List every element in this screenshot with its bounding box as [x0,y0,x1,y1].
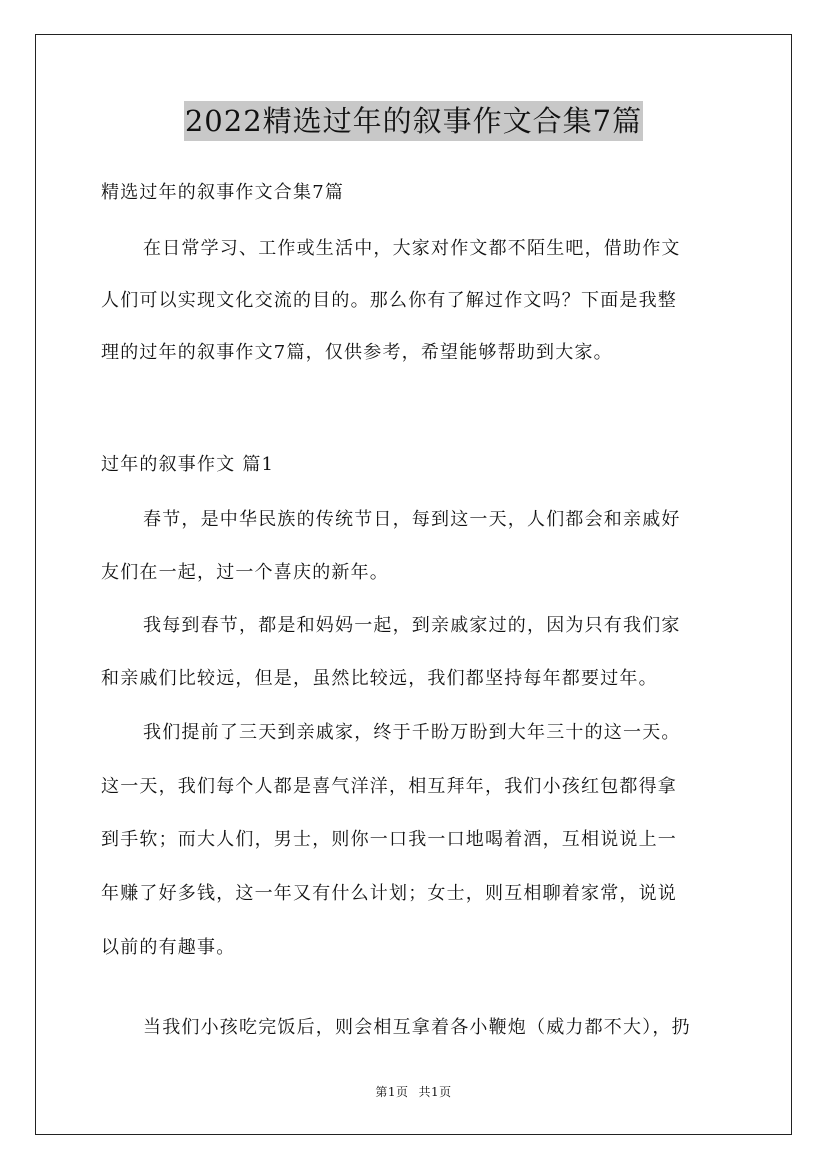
body-line: 以前的有趣事。 [101,937,236,958]
page-footer [0,1083,827,1100]
document-title: 2022精选过年的叙事作文合集7篇 [184,101,643,141]
section-heading: 过年的叙事作文 篇1 [101,454,275,475]
body-line: 这一天，我们每个人都是喜气洋洋，相互拜年，我们小孩红包都得拿 [101,776,677,797]
document-subtitle: 精选过年的叙事作文合集7篇 [101,182,345,203]
page-total: 共1页 [418,1085,452,1099]
body-line: 和亲戚们比较远，但是，虽然比较远，我们都坚持每年都要过年。 [101,668,658,689]
intro-line: 人们可以实现文化交流的目的。那么你有了解过作文吗？下面是我整 [101,290,677,311]
body-line: 当我们小孩吃完饭后，则会相互拿着各小鞭炮（威力都不大），扔 [143,1017,691,1038]
body-line: 年赚了好多钱，这一年又有什么计划；女士，则互相聊着家常，说说 [101,883,677,904]
body-line: 我们提前了三天到亲戚家，终于千盼万盼到大年三十的这一天。 [143,722,681,743]
body-line: 我每到春节，都是和妈妈一起，到亲戚家过的，因为只有我们家 [143,615,681,636]
document-title-wrapper [0,101,827,141]
body-line: 友们在一起，过一个喜庆的新年。 [101,562,389,583]
body-line: 春节，是中华民族的传统节日，每到这一天，人们都会和亲戚好 [143,509,681,530]
body-line: 到手软；而大人们，男士，则你一口我一口地喝着酒，互相说说上一 [101,829,677,850]
page-number: 第1页 [375,1085,409,1099]
intro-line: 理的过年的叙事作文7篇，仅供参考，希望能够帮助到大家。 [101,342,613,363]
intro-line: 在日常学习、工作或生活中，大家对作文都不陌生吧，借助作文 [143,238,681,259]
